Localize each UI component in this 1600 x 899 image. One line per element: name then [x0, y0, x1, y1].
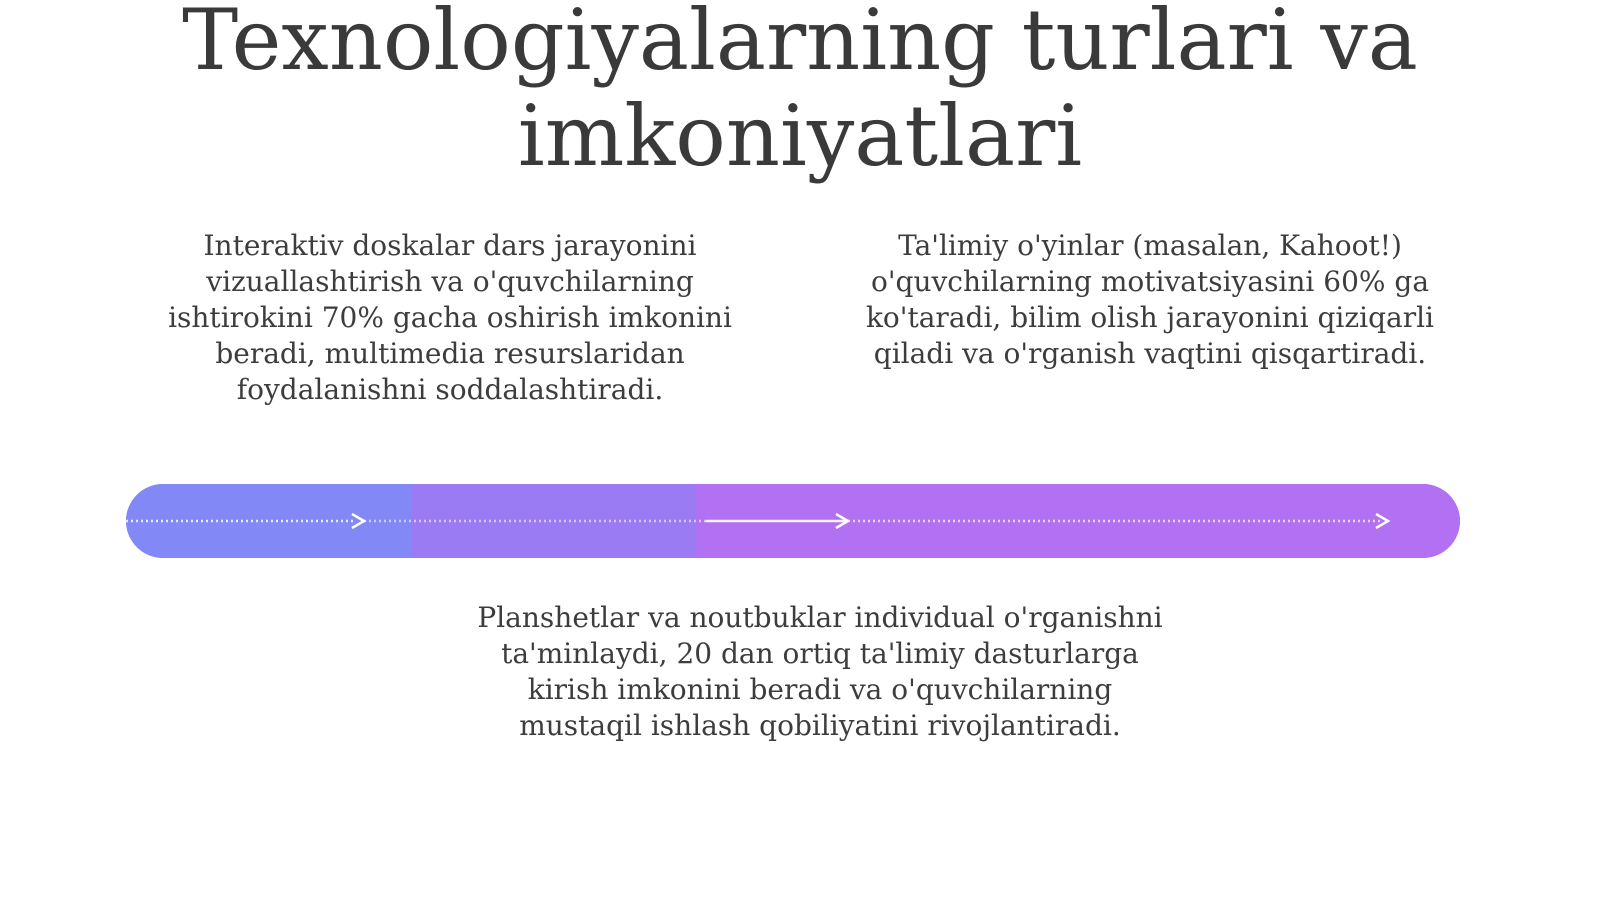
slide-title-line-2: imkoniyatlari [517, 87, 1083, 185]
text-line: vizuallashtirish va o'quvchilarning [206, 265, 694, 298]
timeline-arrows [126, 484, 1460, 558]
text-line: ishtirokini 70% gacha oshirish imkonini [168, 301, 732, 334]
arrow-right-icon [352, 514, 364, 528]
text-line: foydalanishni soddalashtiradi. [236, 373, 664, 406]
text-line: qiladi va o'rganish vaqtini qisqartiradi. [873, 337, 1427, 370]
slide-title-line-1: Texnologiyalarning turlari va [182, 0, 1418, 89]
text-line: mustaqil ishlash qobiliyatini rivojlantiradi. [519, 709, 1121, 742]
text-line: o'quvchilarning motivatsiyasini 60% ga [870, 265, 1430, 298]
text-line: ta'minlaydi, 20 dan ortiq ta'limiy dasturlarga [501, 637, 1139, 670]
text-line: beradi, multimedia resurslaridan [215, 337, 685, 370]
text-line: Interaktiv doskalar dars jarayonini [203, 229, 697, 262]
text-line: ko'taradi, bilim olish jarayonini qiziqarli [865, 301, 1435, 334]
text-line: Ta'limiy o'yinlar (masalan, Kahoot!) [898, 229, 1402, 262]
text-block-tablets-laptops [420, 600, 1220, 744]
slide-title [100, 0, 1500, 184]
timeline-bar [126, 484, 1460, 558]
text-block-educational-games [830, 228, 1470, 372]
text-line: Planshetlar va noutbuklar individual o'rganishni [477, 601, 1163, 634]
text-block-interactive-boards [130, 228, 770, 408]
text-line: kirish imkonini beradi va o'quvchilarning [527, 673, 1113, 706]
arrow-right-icon [1376, 514, 1388, 528]
